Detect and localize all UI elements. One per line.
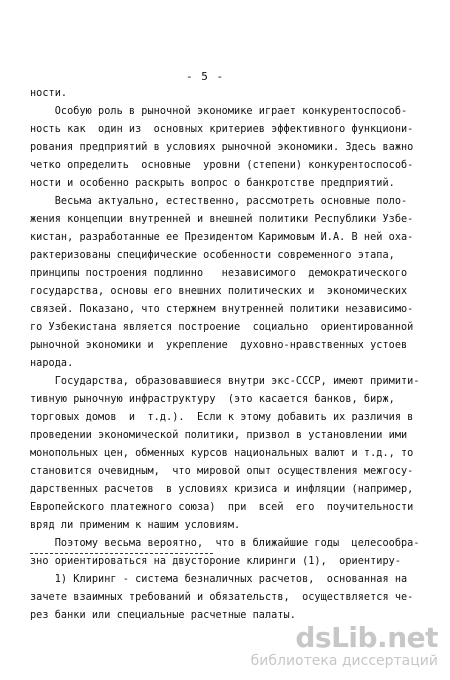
watermark [250, 621, 438, 670]
body-line: кистан, разработанные ее Президентом Каримовым И.А. В ней оха- [30, 232, 414, 243]
body-line: ности. [30, 88, 68, 99]
body-line: ность как один из основных критериев эффективного функциони- [30, 124, 414, 135]
footnote-separator [30, 553, 213, 554]
body-line: проведении экономической политики, призвол в установлении ими [30, 430, 408, 441]
body-line: становится очевидным, что мировой опыт осуществления межгосу- [30, 466, 414, 477]
body-line: Поэтому весьма вероятно, что в ближайшие годы целесообра- [30, 538, 420, 549]
body-line: ности и особенно раскрыть вопрос о банкротстве предприятий. [30, 178, 395, 189]
body-line: государства, основы его внешних политических и экономических [30, 286, 408, 297]
body-line: зно ориентироваться на двустороние клиринги (1), ориентиру- [30, 556, 402, 567]
body-line: Европейского платежного союза) при всей его поучительности [30, 502, 414, 513]
body-line: го Узбекистана является построение социально ориентированной [30, 322, 414, 333]
body-line: монопольных цен, обменных курсов национальных валют и т.д., то [30, 448, 414, 459]
body-line: Особую роль в рыночной экономике играет конкурентоспособ- [30, 106, 408, 117]
watermark-logo: dsLib.net [295, 621, 438, 654]
body-line: четко определить основные уровни (степени) конкурентоспособ- [30, 160, 414, 171]
footnote-line: 1) Клиринг - система безналичных расчетов, основанная на [30, 574, 408, 585]
body-line: связей. Показано, что стержнем внутренней политики независимо- [30, 304, 414, 315]
body-line: дарственных расчетов в условиях кризиса и инфляции (например, [30, 484, 414, 495]
page-number: - 5 - [186, 70, 225, 83]
body-line: жения концепции внутренней и внешней политики Республики Узбе- [30, 214, 414, 225]
body-line: Весьма актуально, естественно, рассмотреть основные поло- [30, 196, 408, 207]
footnote-line: зачете взаимных требований и обязательств, осуществляется че- [30, 592, 414, 603]
body-line: рования предприятий в условиях рыночной экономики. Здесь важно [30, 142, 414, 153]
body-line: рыночной экономики и укрепление духовно-нравственных устоев [30, 340, 408, 351]
body-line: принципы построения подлинно независимого демократического [30, 268, 408, 279]
body-line: рактеризованы специфические особенности современного этапа, [30, 250, 395, 261]
footnote-line: рез банки или специальные расчетные палаты. [30, 610, 296, 621]
body-line: вряд ли применим к нашим условиям. [30, 520, 241, 531]
body-line: торговых домов и т.д.). Если к этому добавить их различия в [30, 412, 414, 423]
body-line: Государства, образовавшиеся внутри экс-СССР, имеют примити- [30, 376, 420, 387]
watermark-subtitle: библиотека диссертаций [250, 653, 438, 669]
body-line: народа. [30, 358, 74, 369]
body-line: тивную рыночную инфраструктуру (это касается банков, бирж, [30, 394, 395, 405]
